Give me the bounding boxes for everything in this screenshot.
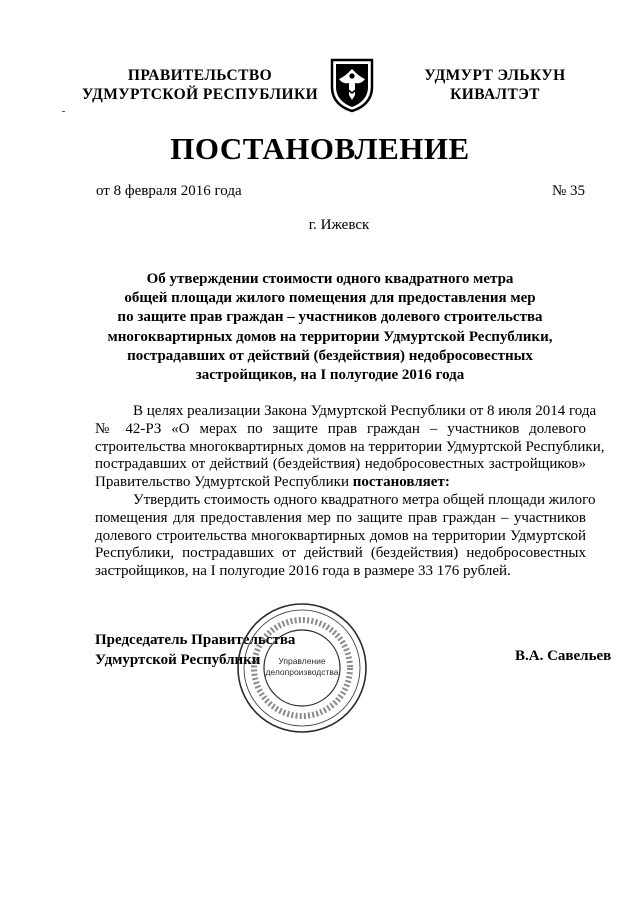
header-left-line2: УДМУРТСКОЙ РЕСПУБЛИКИ <box>81 86 319 103</box>
document-number: № 35 <box>551 183 585 199</box>
stamp-line1: Управление <box>278 656 326 666</box>
document-date: от 8 февраля 2016 года <box>96 183 242 199</box>
header-right-line2: КИВАЛТЭТ <box>450 86 540 103</box>
body-line: В целях реализации Закона Удмуртской Республики от 8 июля 2014 года <box>133 403 597 419</box>
signature-position-line2: Удмуртской Республики <box>95 652 261 668</box>
official-stamp <box>234 600 370 736</box>
body-line: долевого строительства многоквартирных домов на территории Удмуртской <box>95 527 586 544</box>
subject-line: по защите прав граждан – участников долевого строительства <box>117 309 543 326</box>
stamp-line2: делопроизводства <box>265 667 339 677</box>
header-left-line1: ПРАВИТЕЛЬСТВО <box>127 67 273 84</box>
header-left <box>75 66 325 104</box>
body-line: Республики, пострадавших от действий (бездействия) недобросовестных <box>95 545 586 562</box>
subject-line: пострадавших от действий (бездействия) недобросовестных <box>127 347 533 364</box>
subject-line: застройщиков, на I полугодие 2016 года <box>195 367 465 384</box>
body-line: застройщиков, на I полугодие 2016 года в размере 33 176 рублей. <box>95 563 511 580</box>
body-line: строительства многоквартирных домов на территории Удмуртской Республики, <box>95 438 605 455</box>
resolution-keyword: постановляет: <box>352 474 450 491</box>
body-text: Правительство Удмуртской Республики <box>95 474 353 491</box>
signatory-name: В.А. Савельев <box>515 648 612 664</box>
document-body <box>95 403 605 581</box>
body-line: пострадавших от действий (бездействия) недобросовестных застройщиков» <box>95 456 586 473</box>
document-city: г. Ижевск <box>308 217 370 233</box>
subject-line: многоквартирных домов на территории Удмуртской Республики, <box>107 328 553 345</box>
header-right-line1: УДМУРТ ЭЛЬКУН <box>424 67 566 84</box>
margin-mark <box>62 111 65 112</box>
signature-position-line1: Председатель Правительства <box>95 632 296 648</box>
body-line: Утвердить стоимость одного квадратного метра общей площади жилого <box>133 491 596 508</box>
body-line: помещения для предоставления мер по защите прав граждан – участников <box>95 509 586 526</box>
coat-of-arms-icon <box>328 57 376 113</box>
body-line: № 42-РЗ «О мерах по защите прав граждан – участников долевого <box>95 420 586 437</box>
subject-line: Об утверждении стоимости одного квадратного метра <box>146 271 514 287</box>
document-subject <box>80 270 580 385</box>
document-title: ПОСТАНОВЛЕНИЕ <box>170 131 470 166</box>
header-right <box>420 66 570 104</box>
subject-line: общей площади жилого помещения для предоставления мер <box>124 290 536 307</box>
body-line <box>95 474 586 492</box>
